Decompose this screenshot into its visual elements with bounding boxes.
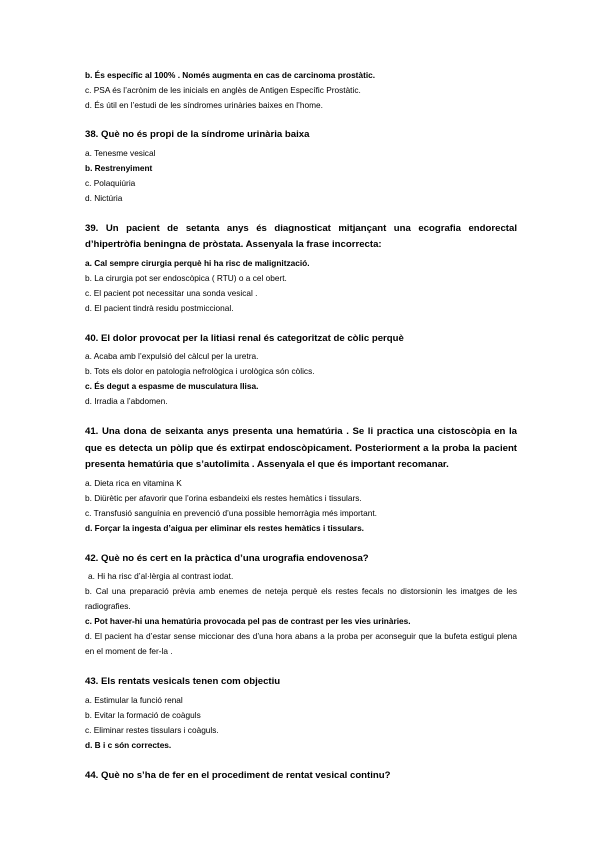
option-b: b. Tots els dolor en patologia nefrològica i urològica són còlics. xyxy=(85,366,315,376)
question-title: 42. Què no és cert en la pràctica d’una urografia endovenosa? xyxy=(85,552,369,564)
option-b: b. Evitar la formació de coàguls xyxy=(85,709,201,720)
option-d: d. És útil en l’estudi de les síndromes urinàries baixes en l’home. xyxy=(85,100,323,110)
option-a: a. Estimular la funció renal xyxy=(85,694,183,705)
option-c: c. El pacient pot necessitar una sonda vesical . xyxy=(85,287,258,298)
question-title: 39. Un pacient de setanta anys és diagnosticat mitjançant una ecografia endorectal d’hipertròfia beningna de pròstata. Assenyala la frase incorrecta: xyxy=(85,222,517,250)
option-b: b. La cirurgia pot ser endoscòpica ( RTU) o a cel obert. xyxy=(85,272,287,283)
document-page xyxy=(85,68,517,786)
question-title: 40. El dolor provocat per la litiasi renal és categoritzat de còlic perquè xyxy=(85,332,404,344)
option-a: a. Tenesme vesical xyxy=(85,147,156,158)
previous-question-options xyxy=(85,68,517,113)
question-title: 44. Què no s’ha de fer en el procediment de rentat vesical continu? xyxy=(85,769,391,781)
question-44 xyxy=(85,768,517,785)
question-38 xyxy=(85,127,517,206)
question-title: 43. Els rentats vesicals tenen com objectiu xyxy=(85,676,281,687)
option-c: c. Eliminar restes tissulars i coàguls. xyxy=(85,724,219,735)
question-43 xyxy=(85,674,517,753)
option-c: c. És degut a espasme de musculatura llisa. xyxy=(85,381,259,391)
option-c: c. Pot haver-hi una hematúria provocada pel pas de contrast per les vies urinàries. xyxy=(85,616,411,626)
option-c: c. Transfusió sanguínia en prevenció d’una possible hemorràgia més important. xyxy=(85,507,377,518)
option-d: d. El pacient ha d’estar sense miccionar des d’una hora abans a la proba per aconseguir que la bufeta estigui plena en el moment de fer-la . xyxy=(85,631,517,656)
question-42 xyxy=(85,551,517,660)
option-d: d. Nictúria xyxy=(85,192,123,203)
option-d: d. Irradia a l’abdomen. xyxy=(85,396,168,406)
option-c: c. Polaquiúria xyxy=(85,177,136,188)
option-a: a. Cal sempre cirurgia perquè hi ha risc de malignització. xyxy=(85,257,310,268)
question-title: 41. Una dona de seixanta anys presenta una hematúria . Se li practica una cistoscòpia en la que es detecta un pòlip que és extirpat endoscòpicament. Posteriorment a la proba la pacient presenta hematúria que s’autolimita . Assenyala el que és important recomanar. xyxy=(85,426,517,470)
option-d: d. Forçar la ingesta d’aigua per eliminar els restes hemàtics i tissulars. xyxy=(85,522,364,533)
question-title: 38. Què no és propi de la síndrome urinària baixa xyxy=(85,129,310,140)
option-b: b. Cal una preparació prèvia amb enemes de neteja perquè els restes fecals no distorsionin les imatges de les radiografies. xyxy=(85,586,517,611)
option-b: b. Diürètic per afavorir que l’orina esbandeixi els restes hemàtics i tissulars. xyxy=(85,492,362,503)
option-b: b. Restrenyiment xyxy=(85,162,153,173)
question-41 xyxy=(85,424,517,536)
option-c: c. PSA és l’acrònim de les inicials en anglès de Antigen Específic Prostàtic. xyxy=(85,85,361,95)
option-d: d. B i c són correctes. xyxy=(85,739,172,750)
option-b: b. És específic al 100% . Només augmenta en cas de carcinoma prostàtic. xyxy=(85,70,376,80)
option-a: a. Hi ha risc d’al·lèrgia al contrast iodat. xyxy=(88,571,234,581)
question-39 xyxy=(85,221,517,316)
option-a: a. Acaba amb l’expulsió del càlcul per la uretra. xyxy=(85,351,259,361)
option-a: a. Dieta rica en vitamina K xyxy=(85,477,182,488)
option-d: d. El pacient tindrà residu postmiccional. xyxy=(85,302,234,313)
question-40 xyxy=(85,331,517,410)
